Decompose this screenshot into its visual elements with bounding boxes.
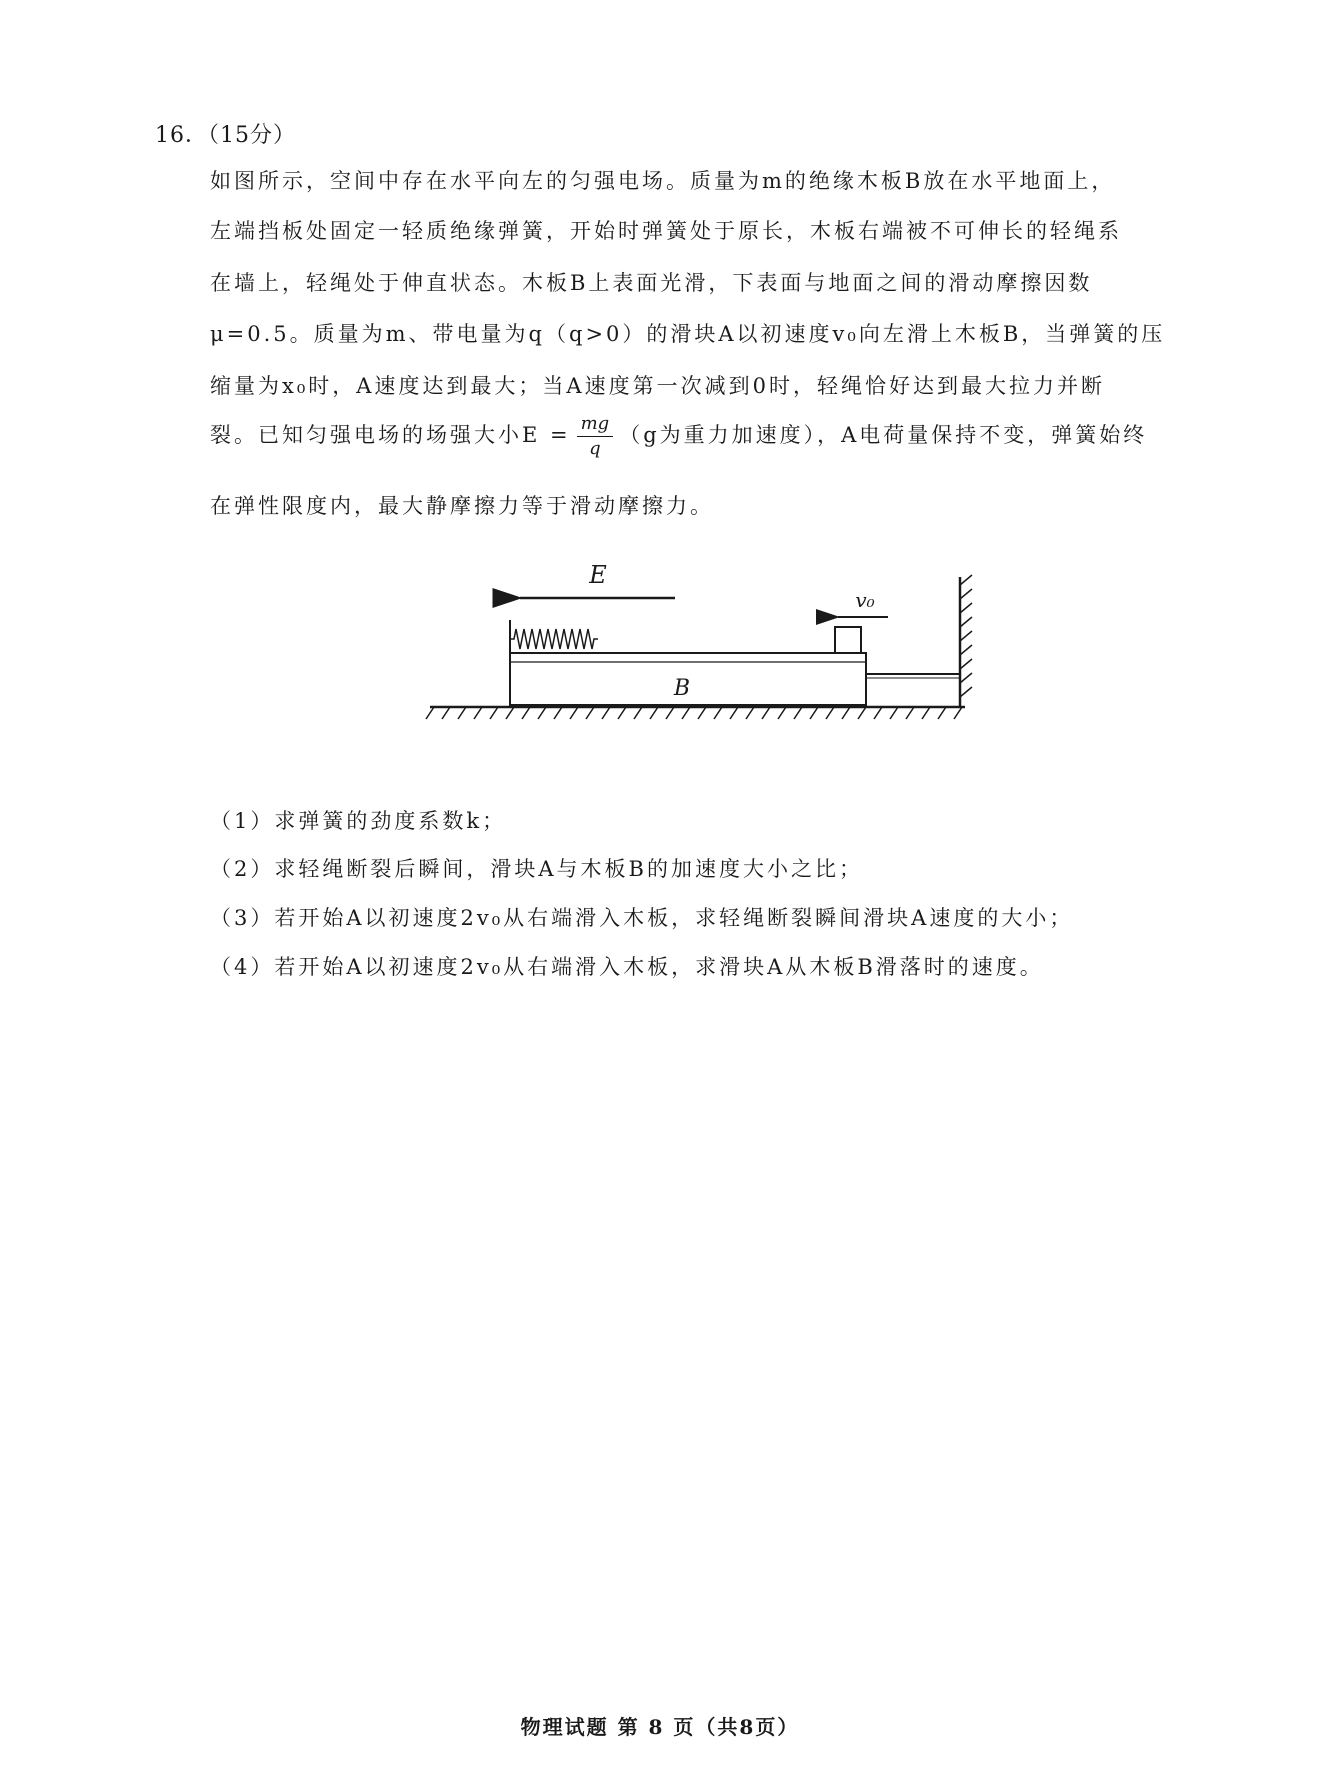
question-number: 16．（15分） bbox=[155, 123, 296, 148]
question-line-5: 缩量为x₀时，A速度达到最大；当A速度第一次减到0时，轻绳恰好达到最大拉力并断 bbox=[210, 374, 1105, 398]
spring bbox=[510, 629, 598, 649]
physics-diagram bbox=[420, 555, 1000, 725]
board-label: B bbox=[673, 676, 691, 701]
page-footer: 物理试题 第 8 页（共8页） bbox=[520, 1715, 800, 1739]
question-line-4: μ=0.5。质量为m、带电量为q（q>0）的滑块A以初速度v₀向左滑上木板B，当弹簧的压 bbox=[210, 322, 1166, 346]
question-line-2: 左端挡板处固定一轻质绝缘弹簧，开始时弹簧处于原长，木板右端被不可伸长的轻绳系 bbox=[210, 219, 1122, 243]
subquestion-4: （4）若开始A以初速度2v₀从右端滑入木板，求滑块A从木板B滑落时的速度。 bbox=[210, 955, 1044, 979]
slider-a bbox=[835, 627, 861, 653]
subquestion-1: （1）求弹簧的劲度系数k； bbox=[210, 809, 507, 833]
field-label: E bbox=[589, 561, 607, 589]
question-line-1: 如图所示，空间中存在水平向左的匀强电场。质量为m的绝缘木板B放在水平地面上， bbox=[210, 169, 1116, 193]
field-fraction bbox=[577, 412, 614, 461]
velocity-label: v₀ bbox=[855, 588, 875, 612]
wall-hatching bbox=[960, 575, 972, 697]
ground-hatching bbox=[426, 707, 962, 719]
question-line-3: 在墙上，轻绳处于伸直状态。木板B上表面光滑，下表面与地面之间的滑动摩擦因数 bbox=[210, 271, 1093, 295]
question-line-6 bbox=[210, 412, 1260, 461]
subquestion-2: （2）求轻绳断裂后瞬间，滑块A与木板B的加速度大小之比； bbox=[210, 857, 863, 881]
question-line-7: 在弹性限度内，最大静摩擦力等于滑动摩擦力。 bbox=[210, 494, 714, 518]
line6-after: （g为重力加速度），A电荷量保持不变，弹簧始终 bbox=[619, 423, 1148, 447]
subquestion-3: （3）若开始A以初速度2v₀从右端滑入木板，求轻绳断裂瞬间滑块A速度的大小； bbox=[210, 906, 1074, 930]
fraction-denominator: q bbox=[589, 438, 601, 459]
fraction-numerator: mg bbox=[577, 412, 614, 437]
line6-before: 裂。已知匀强电场的场强大小E = bbox=[210, 423, 571, 447]
